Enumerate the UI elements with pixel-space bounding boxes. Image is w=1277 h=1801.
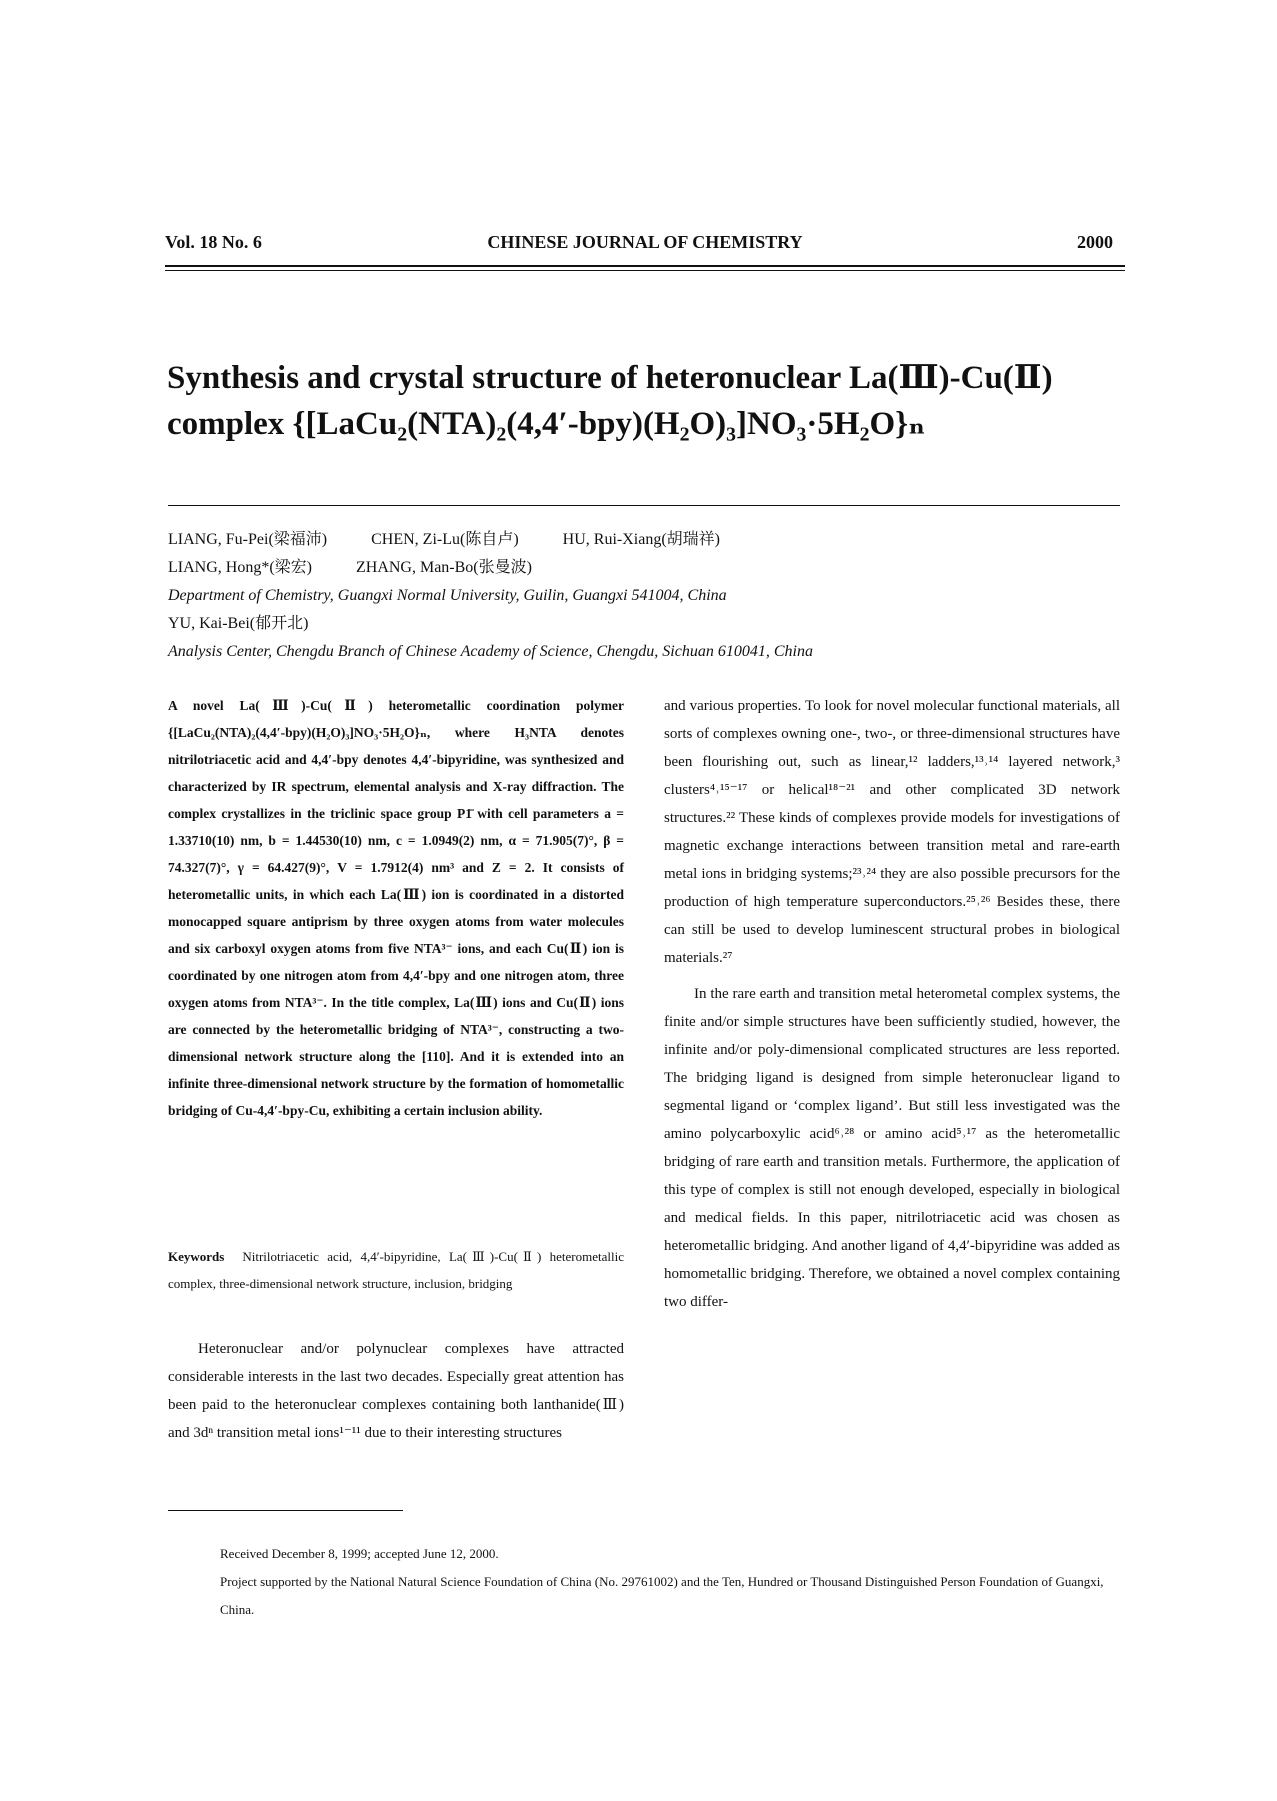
body-column-right bbox=[664, 692, 1120, 1316]
author-line-1 bbox=[168, 526, 1128, 554]
journal-name: CHINESE JOURNAL OF CHEMISTRY bbox=[487, 232, 803, 252]
keywords bbox=[168, 1243, 624, 1297]
affiliation: Department of Chemistry, Guangxi Normal University, Guilin, Guangxi 541004, China bbox=[168, 587, 727, 604]
body-column-left bbox=[168, 1335, 624, 1447]
body-paragraph: and various properties. To look for novel molecular functional materials, all sorts of complexes owning one-, two-, or three-dimensional structures have been flourishing out, such as linear,¹² ladders,¹³˒¹⁴ layered network,³ clusters⁴˒¹⁵⁻¹⁷ or helical¹⁸⁻²¹ and other complicated 3D network structures.²² These kinds of complexes provide models for investigations of magnetic exchange interactions between transition metal and rare-earth metal ions in bridging systems;²³˒²⁴ they are also possible precursors for the production of high temperature superconductors.²⁵˒²⁶ Besides these, there can still be used to develop luminescent structural probes in biological materials.²⁷ bbox=[664, 698, 1120, 966]
keywords-label: Keywords bbox=[168, 1249, 225, 1264]
title-line-1: Synthesis and crystal structure of heteronuclear La(Ⅲ)-Cu(Ⅱ) bbox=[167, 360, 1053, 396]
funding-note: Project supported by the National Natural Science Foundation of China (No. 29761002) and the Ten, Hundred or Thousand Distinguished Person Foundation of Guangxi, China. bbox=[220, 1574, 1104, 1617]
footnote-rule bbox=[168, 1510, 403, 1511]
author-block bbox=[168, 526, 1128, 666]
body-paragraph: In the rare earth and transition metal heterometal complex systems, the finite and/or simple structures have been sufficiently studied, however, the infinite and/or poly-dimensional complicated structures are less reported. The bridging ligand is designed from simple heteronuclear ligand to segmental ligand or ‘complex ligand’. But still less investigated was the amino polycarboxylic acid⁶˒²⁸ or amino acid⁵˒¹⁷ as the heterometallic bridging of rare earth and transition metals. Furthermore, the application of this type of complex is still not enough developed, especially in biological and medical fields. In this paper, nitrilotriacetic acid was chosen as heterometallic bridging. And another ligand of 4,4′-bipyridine was added as homometallic bridging. Therefore, we obtained a novel complex containing two differ- bbox=[664, 986, 1120, 1310]
header-rule-thin bbox=[165, 270, 1125, 271]
affiliation: Analysis Center, Chengdu Branch of Chinese Academy of Science, Chengdu, Sichuan 610041, China bbox=[168, 643, 813, 660]
body-paragraph: Heteronuclear and/or polynuclear complexes have attracted considerable interests in the last two decades. Especially great attention has been paid to the heteronuclear complexes containing both lanthanide(Ⅲ) and 3dⁿ transition metal ions¹⁻¹¹ due to their interesting structures bbox=[168, 1341, 624, 1441]
author-name: HU, Rui-Xiang(胡瑞祥) bbox=[562, 531, 720, 548]
volume-issue: Vol. 18 No. 6 bbox=[165, 232, 262, 252]
keywords-text: Nitrilotriacetic acid, 4,4′-bipyridine, La(Ⅲ)-Cu(Ⅱ) heterometallic complex, three-dimensional network structure, inclusion, bridging bbox=[168, 1249, 624, 1291]
running-head bbox=[165, 232, 1125, 262]
author-name: ZHANG, Man-Bo(张曼波) bbox=[355, 559, 532, 576]
publication-year: 2000 bbox=[1077, 232, 1113, 252]
received-date: Received December 8, 1999; accepted June 12, 2000. bbox=[220, 1546, 499, 1561]
author-name: LIANG, Fu-Pei(梁福沛) bbox=[168, 531, 328, 548]
article-title bbox=[167, 355, 1127, 447]
title-rule bbox=[168, 505, 1120, 506]
footnotes bbox=[220, 1540, 1130, 1624]
abstract: A novel La(Ⅲ)-Cu(Ⅱ) heterometallic coordination polymer {[LaCu₂(NTA)₂(4,4′-bpy)(H₂O)₃]NO₃·5H₂O}ₙ, where H₃NTA denotes nitrilotriacetic acid and 4,4′-bpy denotes 4,4′-bipyridine, was synthesized and characterized by IR spectrum, elemental analysis and X-ray diffraction. The complex crystallizes in the triclinic space group P1̄ with cell parameters a = 1.33710(10) nm, b = 1.44530(10) nm, c = 1.0949(2) nm, α = 71.905(7)°, β = 74.327(7)°, γ = 64.427(9)°, V = 1.7912(4) nm³ and Z = 2. It consists of heterometallic units, in which each La(Ⅲ) ion is coordinated in a distorted monocapped square antiprism by three oxygen atoms from water molecules and six carboxyl oxygen atoms from five NTA³⁻ ions, and each Cu(Ⅱ) ion is coordinated by one nitrogen atom from 4,4′-bpy and one nitrogen atom, three oxygen atoms from NTA³⁻. In the title complex, La(Ⅲ) ions and Cu(Ⅱ) ions are connected by the heterometallic bridging of NTA³⁻, constructing a two-dimensional network structure along the [110]. And it is extended into an infinite three-dimensional network structure by the formation of homometallic bridging of Cu-4,4′-bpy-Cu, exhibiting a certain inclusion ability. bbox=[168, 698, 624, 1118]
header-rule bbox=[165, 265, 1125, 267]
title-line-2: complex {[LaCu₂(NTA)₂(4,4′-bpy)(H₂O)₃]NO₃·5H₂O}ₙ bbox=[167, 406, 926, 442]
author-line-2 bbox=[168, 554, 1128, 582]
author-name: CHEN, Zi-Lu(陈自卢) bbox=[371, 531, 519, 548]
author-name: LIANG, Hong*(梁宏) bbox=[168, 559, 312, 576]
author-name: YU, Kai-Bei(郁开北) bbox=[168, 615, 309, 632]
